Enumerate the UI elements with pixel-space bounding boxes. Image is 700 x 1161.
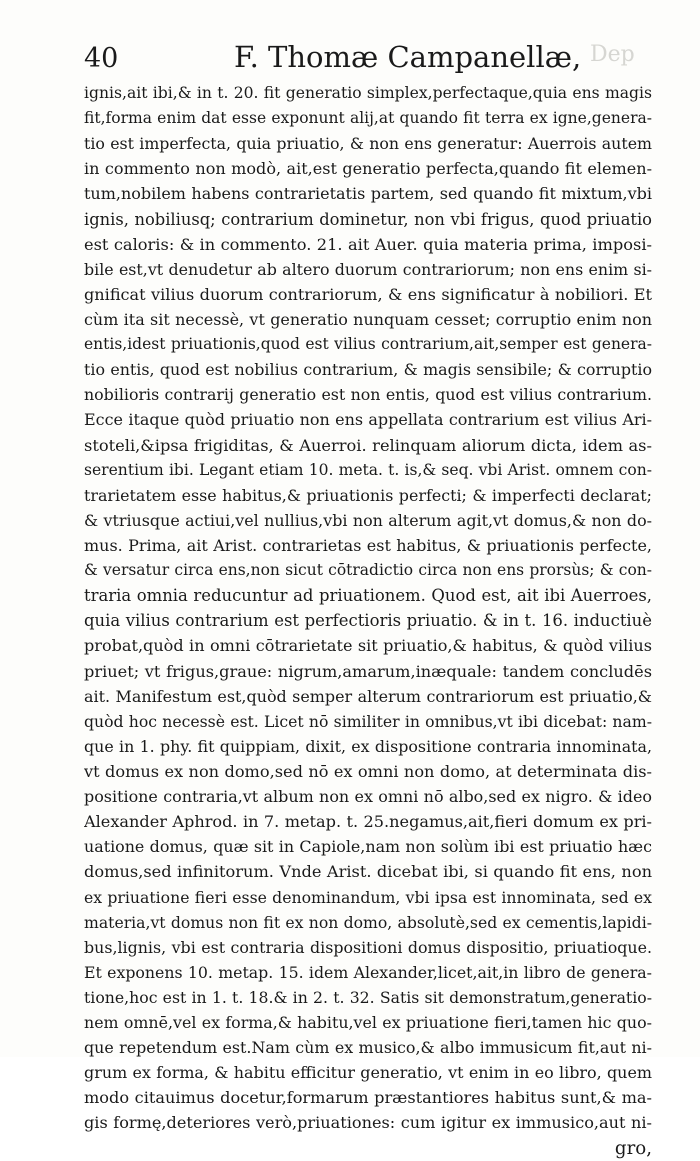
text-line: domus,sed infinitorum. Vnde Arist. dicebat ibi, si quando fit ens, non — [84, 862, 652, 882]
text-line: priuet; vt frigus,graue: nigrum,amarum,inæquale: tandem concludēs — [84, 661, 652, 681]
text-line: quia vilius contrarium est perfectioris priuatio. & in t. 16. inductiuè — [84, 611, 652, 631]
text-line: ignis, nobiliusq; contrarium dominetur, non vbi frigus, quod priuatio — [84, 209, 652, 229]
text-line: tione,hoc est in 1. t. 18.& in 2. t. 32. Satis sit demonstratum,generatio- — [84, 987, 652, 1007]
text-line: tum,nobilem habens contrarietatis partem, sed quando fit mixtum,vbi — [84, 184, 652, 204]
text-line: trarietatem esse habitus,& priuationis perfecti; & imperfecti declarat; — [84, 485, 652, 505]
text-line: uatione domus, quæ sit in Capiole,nam non solùm ibi est priuatio hæc — [84, 837, 652, 857]
text-line: vt domus ex non domo,sed nō ex omni non domo, at determinata dis- — [84, 761, 652, 781]
text-line: Et exponens 10. metap. 15. idem Alexander,licet,ait,in libro de genera- — [84, 962, 652, 982]
text-line: & vtriusque actiui,vel nullius,vbi non alterum agit,vt domus,& non do- — [84, 510, 652, 530]
text-line: que repetendum est.Nam cùm ex musico,& albo immusicum fit,aut ni- — [84, 1038, 652, 1058]
text-line: est caloris: & in commento. 21. ait Auer. quia materia prima, imposi- — [84, 234, 652, 254]
text-line: ex priuatione fieri esse denominandum, vbi ipsa est innominata, sed ex — [84, 887, 652, 907]
text-line: in commento non modò, ait,est generatio perfecta,quando fit elemen- — [84, 159, 652, 179]
text-line: mus. Prima, ait Arist. contrarietas est habitus, & priuationis perfecte, — [84, 535, 652, 555]
text-line: probat,quòd in omni cōtrarietate sit priuatio,& habitus, & quòd vilius — [84, 636, 652, 656]
text-line: Ecce itaque quòd priuatio non ens appellata contrarium est vilius Ari- — [84, 410, 652, 430]
page-number: 40 — [84, 43, 119, 74]
catchword: gro, — [614, 1137, 652, 1159]
text-line: bile est,vt denudetur ab altero duorum contrariorum; non ens enim si- — [84, 259, 652, 279]
text-line: gnificat vilius duorum contrariorum, & ens significatur à nobiliori. Et — [84, 284, 652, 304]
text-line: tio entis, quod est nobilius contrarium, & magis sensibile; & corruptio — [84, 360, 652, 380]
text-line: ignis,ait ibi,& in t. 20. fit generatio simplex,perfectaque,quia ens magis — [84, 84, 652, 102]
text-line: stoteli,&ipsa frigiditas, & Auerroi. relinquam aliorum dicta, idem as- — [84, 435, 652, 455]
text-line: que in 1. phy. fit quippiam, dixit, ex dispositione contraria innominata, — [84, 736, 652, 756]
text-line: entis,idest priuationis,quod est vilius contrarium,ait,semper est genera- — [84, 335, 652, 354]
text-line: Alexander Aphrod. in 7. metap. t. 25.negamus,ait,fieri domum ex pri- — [84, 812, 652, 832]
text-line: cùm ita sit necessè, vt generatio nunquam cesset; corruptio enim non — [84, 309, 652, 329]
text-line: ait. Manifestum est,quòd semper alterum contrariorum est priuatio,& — [84, 686, 652, 706]
text-line: nem omnē,vel ex forma,& habitu,vel ex priuatione fieri,tamen hic quo- — [84, 1013, 652, 1033]
text-line: gis formę,deteriores verò,priuationes: cum igitur ex immusico,aut ni- — [84, 1113, 652, 1133]
text-line: traria omnia reducuntur ad priuationem. Quod est, ait ibi Auerroes, — [84, 586, 652, 606]
text-line: fit,forma enim dat esse exponunt alij,at quando fit terra ex igne,genera- — [84, 109, 652, 128]
text-line: tio est imperfecta, quia priuatio, & non ens generatur: Auerrois autem — [84, 134, 652, 154]
page-header — [84, 40, 654, 76]
text-line: bus,lignis, vbi est contraria dispositioni domus dispositio, priuatioque. — [84, 937, 652, 957]
show-through-text: Dep — [590, 42, 635, 67]
text-line: serentium ibi. Legant etiam 10. meta. t. is,& seq. vbi Arist. omnem con- — [84, 460, 652, 479]
text-line: materia,vt domus non fit ex non domo, absolutè,sed ex cementis,lapidi- — [84, 912, 652, 932]
text-line: grum ex forma, & habitu efficitur generatio, vt enim in eo libro, quem — [84, 1063, 652, 1083]
body-text — [84, 81, 652, 1161]
running-head: F. Thomæ Campanellæ, — [234, 40, 582, 74]
text-line: nobilioris contrarij generatio est non entis, quod est vilius contrarium. — [84, 385, 652, 405]
text-line: modo citauimus docetur,formarum præstantiores habitus sunt,& ma- — [84, 1088, 652, 1108]
text-line: & versatur circa ens,non sicut cōtradictio circa non ens prorsùs; & con- — [84, 561, 652, 580]
text-line: quòd hoc necessè est. Licet nō similiter in omnibus,vt ibi dicebat: nam- — [84, 711, 652, 731]
text-line: positione contraria,vt album non ex omni nō albo,sed ex nigro. & ideo — [84, 787, 652, 807]
